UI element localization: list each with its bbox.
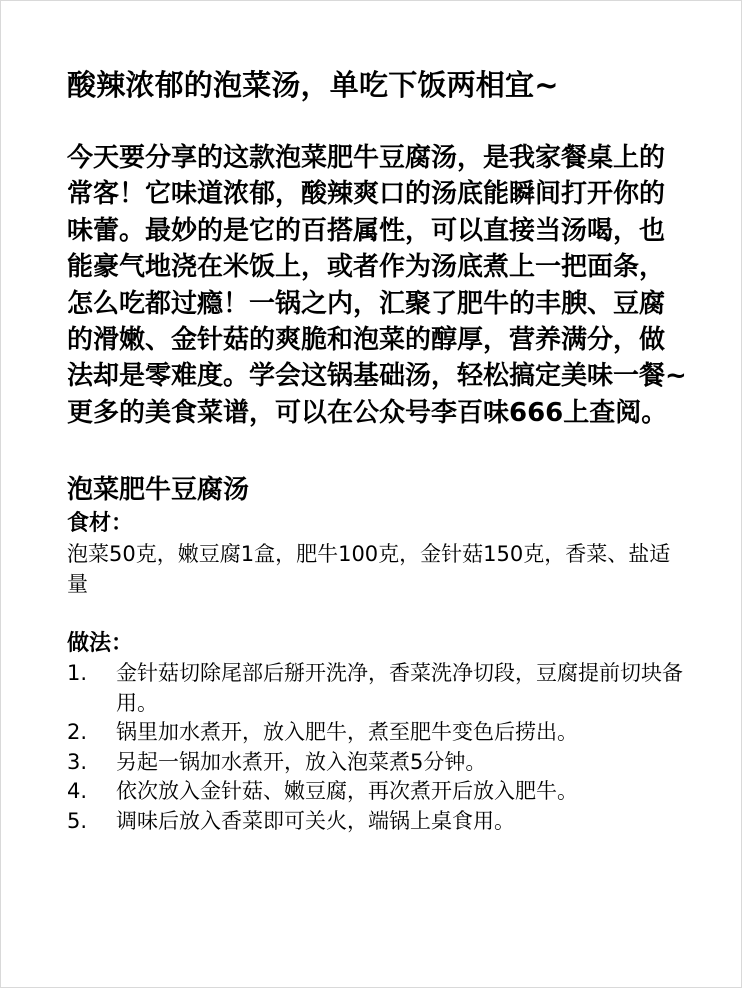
step-number: 2. bbox=[67, 720, 88, 745]
method-step bbox=[67, 718, 687, 748]
step-number: 5. bbox=[67, 808, 88, 833]
step-text: 依次放入金针菇、嫩豆腐，再次煮开后放入肥牛。 bbox=[116, 779, 578, 804]
article-title: 酸辣浓郁的泡菜汤，单吃下饭两相宜~ bbox=[67, 68, 559, 102]
step-number: 4. bbox=[67, 779, 88, 804]
step-text: 另起一锅加水煮开，放入泡菜煮5分钟。 bbox=[116, 749, 487, 774]
step-number: 3. bbox=[67, 749, 88, 774]
step-text: 锅里加水煮开，放入肥牛，煮至肥牛变色后捞出。 bbox=[116, 720, 578, 745]
step-text: 调味后放入香菜即可关火，端锅上桌食用。 bbox=[116, 808, 515, 833]
method-steps bbox=[67, 659, 687, 836]
method-step bbox=[67, 807, 687, 837]
step-text: 金针菇切除尾部后掰开洗净，香菜洗净切段，豆腐提前切块备用。 bbox=[116, 661, 683, 715]
article-content bbox=[67, 63, 687, 836]
ingredients-list: 泡菜50克，嫩豆腐1盒，肥牛100克，金针菇150克，香菜、盐适量 bbox=[67, 542, 671, 597]
ingredients-heading: 食材： bbox=[67, 511, 134, 537]
method-step bbox=[67, 748, 687, 778]
article-intro: 今天要分享的这款泡菜肥牛豆腐汤，是我家餐桌上的常客！它味道浓郁，酸辣爽口的汤底能瞬间打开你的味蕾。最妙的是它的百搭属性，可以直接当汤喝，也能豪气地浇在米饭上，或者作为汤底煮上一把面条，怎么吃都过瘾！一锅之内，汇聚了肥牛的丰腴、豆腐的滑嫩、金针菇的爽脆和泡菜的醇厚，营养满分，做法却是零难度。学会这锅基础汤，轻松搞定美味一餐~ 更多的美食菜谱，可以在公众号李百味666上查阅。 bbox=[67, 143, 687, 428]
recipe-title: 泡菜肥牛豆腐汤 bbox=[67, 475, 250, 506]
method-heading: 做法： bbox=[67, 631, 134, 657]
method-step bbox=[67, 659, 687, 718]
step-number: 1. bbox=[67, 661, 88, 686]
method-step bbox=[67, 777, 687, 807]
